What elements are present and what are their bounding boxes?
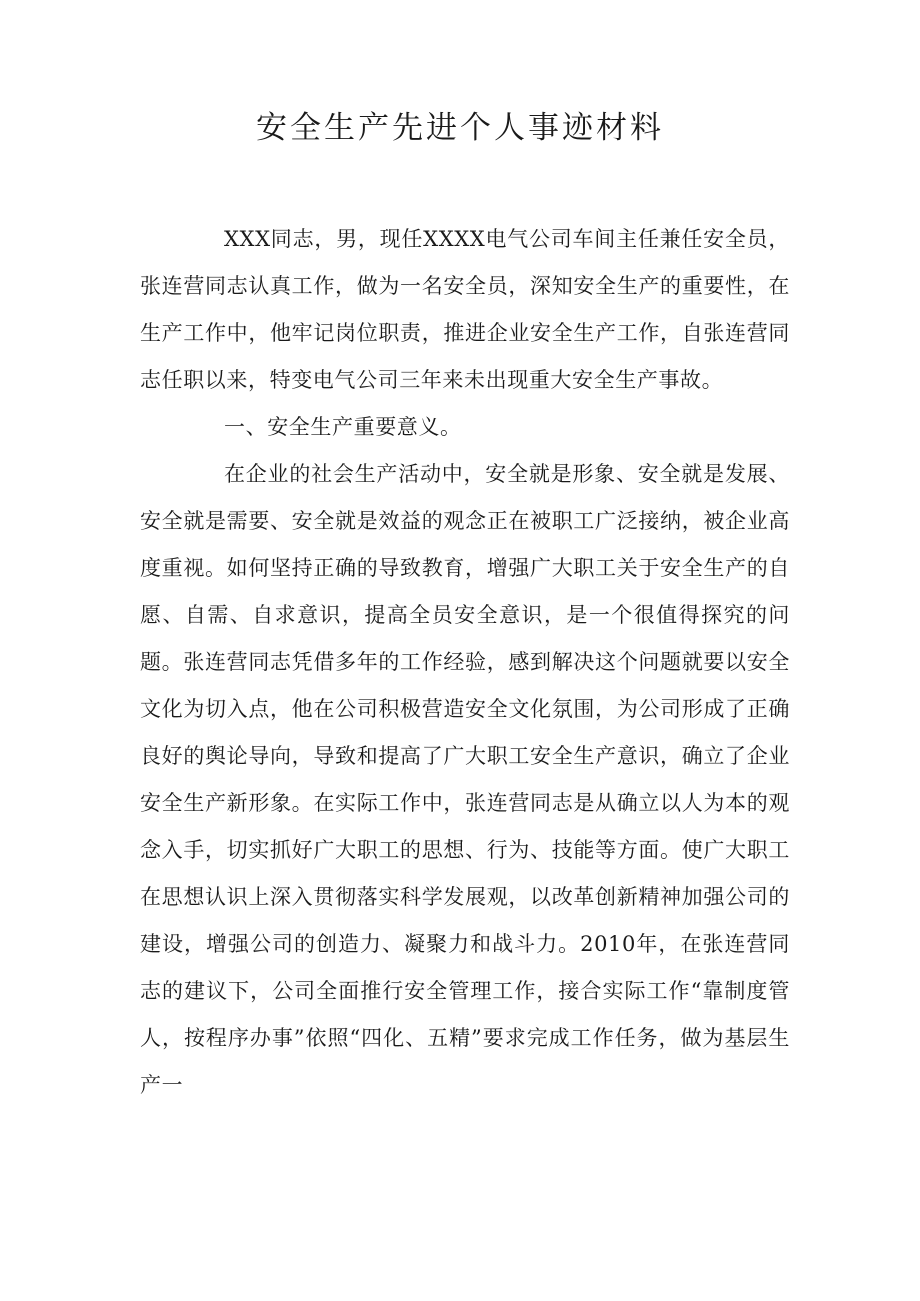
- paragraph-section-one: 在企业的社会生产活动中，安全就是形象、安全就是发展、安全就是需要、安全就是效益的观念正在被职工广泛接纳，被企业高度重视。如何坚持正确的导致教育，增强广大职工关于安全生产的自愿、自需、自求意识，提高全员安全意识，是一个很值得探究的问题。张连营同志凭借多年的工作经验，感到解决这个问题就要以安全文化为切入点，他在公司积极营造安全文化氛围，为公司形成了正确良好的舆论导向，导致和提高了广大职工安全生产意识，确立了企业安全生产新形象。在实际工作中，张连营同志是从确立以人为本的观念入手，切实抓好广大职工的思想、行为、技能等方面。使广大职工在思想认识上深入贯彻落实科学发展观，以改革创新精神加强公司的建设，增强公司的创造力、凝聚力和战斗力。2010年，在张连营同志的建议下，公司全面推行安全管理工作，接合实际工作“靠制度管人，按程序办事”依照“四化、五精”要求完成工作任务，做为基层生产一: [140, 462, 790, 1097]
- document-body: [140, 216, 790, 1109]
- paragraph-intro: XXX同志，男，现任XXXX电气公司车间主任兼任安全员，张连营同志认真工作，做为一名安全员，深知安全生产的重要性，在生产工作中，他牢记岗位职责，推进企业安全生产工作，自张连营同志任职以来，特变电气公司三年来未出现重大安全生产事故。: [140, 227, 790, 392]
- document-title: 安全生产先进个人事迹材料: [256, 110, 664, 146]
- section-heading: 一、安全生产重要意义。: [224, 415, 462, 439]
